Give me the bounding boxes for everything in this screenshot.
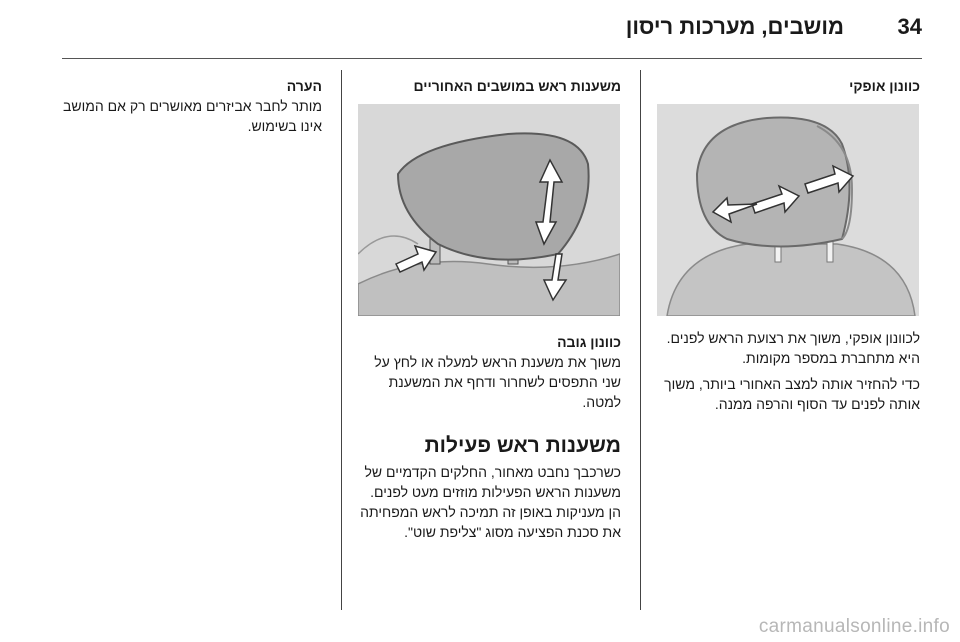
section-heading-rear: משענות ראש במושבים האחוריים (413, 78, 621, 94)
paragraph-height: משוך את משענת הראש למעלה או לחץ על שני התפסים לשחרור ודחף את המשענת למטה. (374, 354, 621, 410)
paragraph-horizontal-1: לכוונון אופקי, משוך את רצועת הראש לפנים. היא מתחברת במספר מקומות. (666, 330, 920, 366)
headrest-rear-illustration (358, 104, 620, 316)
column-horizontal-text (655, 328, 920, 414)
column-note (60, 76, 322, 136)
column-divider-right (640, 70, 641, 610)
note-heading: הערה (286, 78, 322, 94)
page-number: 34 (897, 14, 922, 39)
paragraph-active: כשרכבך נחבט מאחור, החלקים הקדמיים של משענות הראש הפעילות מוזזים מעט לפנים. הן מעניקות באופן זה תמיכה לראש המפחיתה את סכנת הפציעה מסוג "צליפת שוט". (360, 464, 621, 540)
column-rear-text (356, 332, 621, 542)
paragraph-horizontal-2: כדי להחזיר אותה למצב האחורי ביותר, משוך אותה לפנים עד הסוף והרפה ממנה. (664, 376, 920, 412)
section-heading-height: כוונון גובה (557, 334, 621, 350)
section-heading-horizontal: כוונון אופקי (849, 78, 920, 94)
column-horizontal-adjust (655, 76, 920, 96)
watermark: carmanualsonline.info (758, 616, 950, 637)
column-divider-left (341, 70, 342, 610)
header-divider (62, 58, 922, 59)
section-heading-active: משענות ראש פעילות (424, 434, 621, 457)
page-title: מושבים, מערכות ריסון (625, 14, 844, 39)
page-header (62, 14, 922, 46)
headrest-horizontal-illustration (657, 104, 919, 316)
note-paragraph: מותר לחבר אביזרים מאושרים רק אם המושב אינו בשימוש. (63, 98, 322, 134)
column-rear-headrests (356, 76, 621, 96)
